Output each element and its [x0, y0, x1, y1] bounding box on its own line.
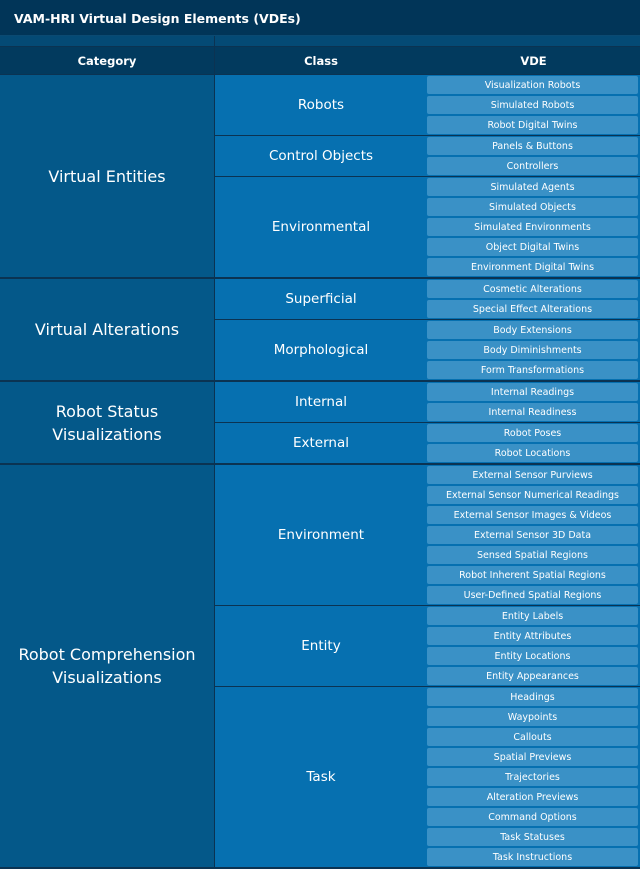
vde-item: Alteration Previews: [427, 788, 638, 806]
class-group: [215, 320, 640, 380]
vde-item: External Sensor Numerical Readings: [427, 486, 638, 504]
vde-item: Environment Digital Twins: [427, 258, 638, 276]
category-group: [0, 465, 640, 869]
class-name: Environmental: [271, 219, 371, 235]
class-name: Control Objects: [268, 148, 374, 164]
class-group: [215, 465, 640, 606]
vde-item: Simulated Agents: [427, 178, 638, 196]
class-name: Entity: [301, 638, 341, 654]
vde-item: Cosmetic Alterations: [427, 280, 638, 298]
class-group: [215, 177, 640, 277]
vde-item: Sensed Spatial Regions: [427, 546, 638, 564]
vde-item: Trajectories: [427, 768, 638, 786]
vde-item: Controllers: [427, 157, 638, 175]
vde-item: External Sensor Purviews: [427, 466, 638, 484]
vde-item: Robot Poses: [427, 424, 638, 442]
category-name: Robot Status Visualizations: [0, 382, 214, 463]
category-group: [0, 279, 640, 382]
class-group: [215, 606, 640, 687]
vde-item: Spatial Previews: [427, 748, 638, 766]
vde-item: Command Options: [427, 808, 638, 826]
class-name: Robots: [297, 97, 345, 113]
header-vde: VDE: [427, 47, 640, 74]
vde-item: Entity Locations: [427, 647, 638, 665]
class-name: Superficial: [285, 291, 357, 307]
vde-item: Task Statuses: [427, 828, 638, 846]
spacer-band: [0, 36, 640, 46]
vde-item: Panels & Buttons: [427, 137, 638, 155]
category-name: Virtual Alterations: [0, 279, 214, 380]
vde-item: Simulated Objects: [427, 198, 638, 216]
class-group: [215, 423, 640, 463]
vde-item: Body Diminishments: [427, 341, 638, 359]
table-body: [0, 75, 640, 869]
category-name: Virtual Entities: [0, 75, 214, 277]
class-group: [215, 279, 640, 320]
category-name: Robot Comprehension Visualizations: [0, 465, 214, 867]
vde-item: Entity Appearances: [427, 667, 638, 685]
class-name: External: [292, 435, 349, 451]
class-group: [215, 136, 640, 177]
class-name: Environment: [277, 527, 365, 543]
vde-item: External Sensor 3D Data: [427, 526, 638, 544]
page-title: VAM-HRI Virtual Design Elements (VDEs): [0, 0, 640, 36]
vde-item: Robot Digital Twins: [427, 116, 638, 134]
class-group: [215, 75, 640, 136]
vde-item: Visualization Robots: [427, 76, 638, 94]
vde-item: Headings: [427, 688, 638, 706]
vde-item: Entity Attributes: [427, 627, 638, 645]
header-class: Class: [215, 47, 427, 74]
vde-item: Internal Readings: [427, 383, 638, 401]
vde-item: Object Digital Twins: [427, 238, 638, 256]
table-header: [0, 46, 640, 75]
vde-item: Entity Labels: [427, 607, 638, 625]
vde-item: Waypoints: [427, 708, 638, 726]
vde-item: Form Transformations: [427, 361, 638, 379]
vde-item: Callouts: [427, 728, 638, 746]
vde-item: Body Extensions: [427, 321, 638, 339]
class-name: Internal: [294, 394, 348, 410]
class-group: [215, 687, 640, 867]
class-name: Morphological: [273, 342, 369, 358]
vde-item: Robot Locations: [427, 444, 638, 462]
class-group: [215, 382, 640, 423]
vde-item: Simulated Environments: [427, 218, 638, 236]
vde-item: Simulated Robots: [427, 96, 638, 114]
class-name: Task: [306, 769, 336, 785]
category-group: [0, 75, 640, 279]
vde-item: Task Instructions: [427, 848, 638, 866]
category-group: [0, 382, 640, 465]
vde-item: Special Effect Alterations: [427, 300, 638, 318]
vde-item: External Sensor Images & Videos: [427, 506, 638, 524]
vde-item: User-Defined Spatial Regions: [427, 586, 638, 604]
header-category: Category: [0, 47, 214, 74]
vde-item: Robot Inherent Spatial Regions: [427, 566, 638, 584]
vde-item: Internal Readiness: [427, 403, 638, 421]
